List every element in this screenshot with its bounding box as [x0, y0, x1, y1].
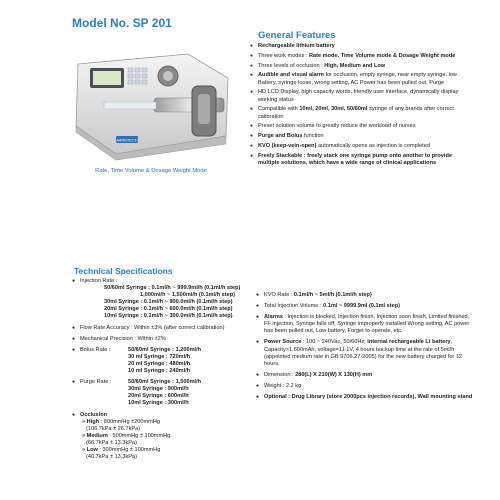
- bolus-rate-line: 10 ml Syringe : 240ml/h: [128, 368, 191, 375]
- injection-rate-line: 50/60ml Syringe : 0.1ml/h ~ 999.9ml/h (0.1ml/h step): [104, 285, 241, 292]
- injection-rate-label: ● Injection Rate :: [80, 278, 118, 284]
- feature-text: syringe of any brands after correct calibration: [258, 106, 454, 120]
- spec-item: [256, 303, 476, 310]
- feature-text: Rechargeable lithium battery: [258, 43, 335, 49]
- spec-text: Dimension :: [264, 371, 296, 378]
- spec-item: [256, 339, 476, 367]
- spec-text: : Injection is blocked, Injection finish, Injection soon finish, Limited finished, FF injection, Syringe falls off, Syringe improperly installed Wrong setting, AC power has been pulled out, Low battery, Forget to operate, etc.: [264, 314, 470, 335]
- spec-text: , Capacity>1,600mAh, voltage=11.1V, 4 hours backup time at the rate of 5ml/h (appointed medium rate in GB 9706.27-2005) for the new battery charged for 12 hours.: [264, 339, 463, 367]
- purge-rate-line: 10ml Syringe : 300ml/h: [128, 400, 189, 407]
- injection-rate-line: 20ml Syringe : 0.1ml/h ~ 600.0ml/h (0.1ml/h step): [104, 306, 233, 313]
- feature-item: [250, 89, 472, 103]
- spec-text: Internal rechargeable Li battery: [367, 339, 451, 346]
- image-caption: Rate, Time Volume & Dosage Weight Mode: [95, 168, 207, 174]
- injection-rate-spec: [72, 278, 250, 321]
- spec-text: : 100 ~ 240Vac, 50/60Hz;: [301, 339, 368, 346]
- mechanical-precision: ● Mechanical Precision : Within ±2%: [72, 336, 250, 343]
- bolus-rate-spec: [72, 347, 250, 375]
- feature-text: function: [302, 133, 324, 140]
- feature-item: [250, 53, 472, 60]
- feature-text: Purge and Bolus: [258, 133, 303, 140]
- spec-item: [256, 394, 476, 401]
- feature-text: Freely Stackable : freely stack one syringe pump onto another to provide multiple solutions, which have a wide range of clinical applications: [258, 152, 452, 166]
- purge-rate-line: 30ml Syringe : 900ml/h: [128, 386, 189, 393]
- brand-label: AIRINTECH: [116, 137, 138, 143]
- occlusion-levels: [80, 419, 250, 462]
- general-features-title: General Features: [258, 30, 336, 41]
- spec-text: Power Source: [264, 339, 302, 346]
- purge-rate-line: 50/60ml Syringe : 1,500ml/h: [128, 379, 202, 386]
- injection-rate-line: 10ml Syringe : 0.1ml/h ~ 300.0ml/h (0.1ml/h step): [104, 313, 233, 320]
- spec-text: KVO Rate :: [264, 292, 294, 298]
- occlusion-spec: [72, 412, 250, 462]
- feature-text: 10ml, 20ml, 30ml, 50/60ml: [299, 106, 368, 113]
- feature-text: High, Medium and Low: [324, 62, 386, 69]
- injection-rate-line: 30ml Syringe : 0.1ml/h ~ 900.0ml/h (0.1ml/h step): [104, 299, 233, 306]
- feature-text: Three work modes :: [258, 52, 309, 59]
- occlusion-level: [80, 419, 250, 426]
- model-title: Model No. SP 201: [72, 16, 172, 30]
- occlusion-label: ● Occlusion: [80, 411, 108, 418]
- spec-text: Weight : 2.2 kg: [264, 382, 302, 389]
- occlusion-level-name: » High: [82, 418, 100, 425]
- feature-text: Compatible with: [258, 106, 300, 113]
- spec-text: Alarms: [264, 314, 283, 321]
- occlusion-level-value: : 300mmHg ± 100mmHg: [97, 446, 161, 453]
- feature-item: [250, 153, 472, 167]
- spec-item: [256, 372, 476, 379]
- spec-item: [256, 383, 476, 390]
- feature-item: [250, 123, 472, 130]
- right-specifications: [256, 292, 476, 405]
- left-specifications: [72, 278, 250, 465]
- general-features-list: [250, 43, 472, 170]
- occlusion-level-name: » Medium: [82, 432, 108, 439]
- technical-specifications-title: Technical Specifications: [74, 266, 173, 276]
- occlusion-level-value: : 500mmHg ± 100mmHg: [107, 432, 171, 439]
- occlusion-level-value: : 800mmHg ±200mmHg: [99, 418, 160, 425]
- purge-rate-spec: [72, 379, 250, 407]
- feature-text: Audible and visual alarm: [258, 72, 324, 79]
- occlusion-level-kpa: (66.7kPa ± 13.3kPa): [86, 439, 137, 446]
- feature-text: Preset solution volume to greatly reduce the workload of nurses: [258, 123, 416, 130]
- bolus-rate-line: 20 ml Syringe : 480ml/h: [128, 360, 191, 367]
- feature-text: automatically opens as injection is completed: [316, 142, 430, 149]
- feature-item: [250, 63, 472, 70]
- injection-rate-line: 1,000ml/h ~ 1,500ml/h (0.1ml/h step): [140, 292, 235, 299]
- bolus-rate-line: 30 ml Syringe : 720ml/h: [128, 353, 191, 360]
- feature-text: KVO (keep-vein-open): [258, 142, 317, 149]
- spec-item: [256, 314, 476, 335]
- spec-text: Total Injection Volume :: [264, 303, 324, 310]
- purge-rate-label: ● Purge Rate :: [80, 379, 112, 386]
- feature-item: [250, 43, 472, 50]
- occlusion-level: [80, 433, 250, 440]
- feature-item: [250, 133, 472, 140]
- occlusion-level: [80, 447, 250, 454]
- purge-rate-line: 20ml Syringe : 600ml/h: [128, 393, 189, 400]
- feature-item: [250, 143, 472, 150]
- feature-text: Rate mode, Time Volume mode & Dosage Weight mode: [308, 52, 456, 59]
- feature-item: [250, 106, 472, 120]
- feature-text: HD LCD Display, high capacity words, friendly user interface, dynamically display working status: [258, 89, 459, 103]
- occlusion-level-name: » Low: [82, 446, 98, 453]
- flow-rate-accuracy: ● Flow Rate Accuracy : Within ±3% (after correct calibration): [72, 325, 250, 332]
- spec-text: 280(L) X 210(W) X 130(H) mm: [295, 371, 373, 378]
- feature-item: [250, 72, 472, 86]
- spec-text: Optional : Drug Library (store 2000pcs injection records), Wall mounting stand: [264, 394, 473, 401]
- bolus-rate-label: ● Bolus Rate :: [80, 346, 111, 353]
- bolus-rate-line: 50/60ml Syringe : 1,200ml/h: [128, 346, 202, 353]
- spec-item: [256, 292, 476, 299]
- spec-text: 0.1ml/h ~ 5ml/h (0.1ml/h step): [293, 292, 372, 298]
- feature-text: Three levels of occlusion :: [258, 62, 325, 69]
- syringe-pump-image: [68, 46, 232, 162]
- occlusion-level-kpa: (106.7kPa ± 26.7kPa): [86, 425, 141, 432]
- spec-text: 0.1ml ~ 9999.9ml (0.1ml step): [323, 303, 401, 310]
- occlusion-level-kpa: (40.7kPa ± 13.3kPa): [86, 454, 137, 461]
- feature-text: for occlusion, empty syringe, near empty syringe, low Battery, syringe loose, wrong setting, AC Power has been pulled out, Purge: [258, 72, 457, 86]
